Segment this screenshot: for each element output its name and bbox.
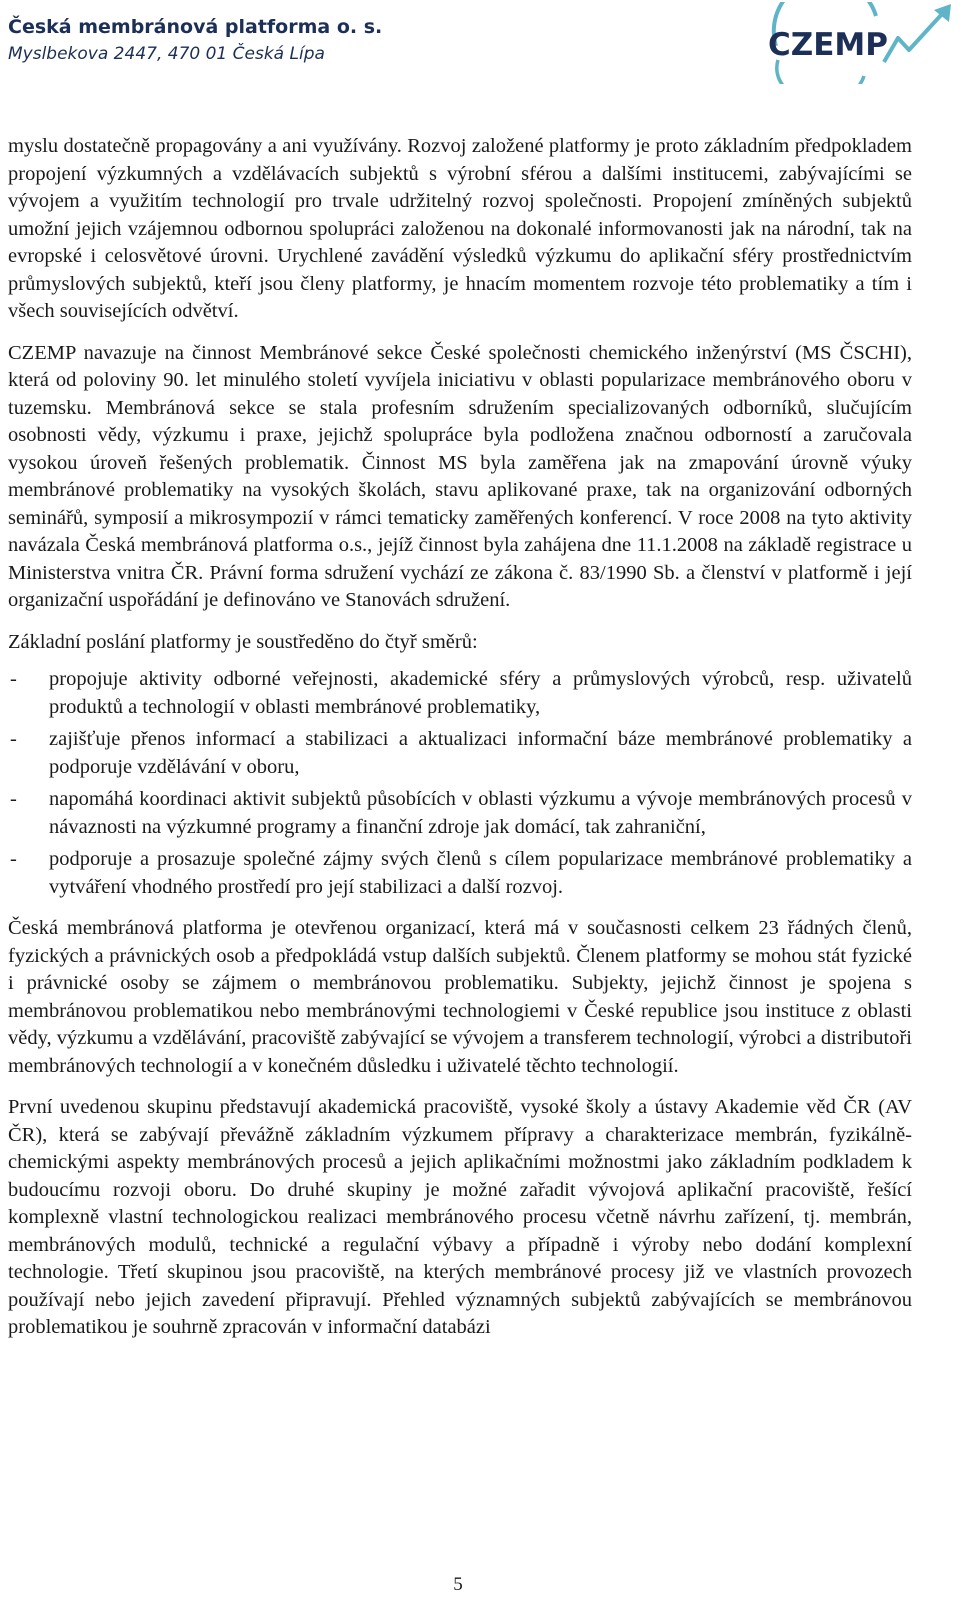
list-dash: - — [10, 728, 17, 750]
list-item — [8, 846, 912, 901]
list-item — [8, 666, 912, 721]
list-item-text: propojuje aktivity odborné veřejnosti, akademické sféry a průmyslových výrobců, resp. uživatelů produktů a technologií v oblasti membránové problematiky, — [49, 668, 912, 718]
list-dash: - — [10, 848, 17, 870]
list-item-text: podporuje a prosazuje společné zájmy svých členů s cílem popularizace membránové problematiky a vytváření vhodného prostředí pro její stabilizaci a další rozvoj. — [49, 848, 912, 898]
list-item-text: zajišťuje přenos informací a stabilizaci a aktualizaci informační báze membránové problematiky a podporuje vzdělávání v oboru, — [49, 728, 912, 778]
list-dash: - — [10, 788, 17, 810]
page-number: 5 — [453, 1574, 463, 1595]
organization-address: Myslbekova 2447, 470 01 Česká Lípa — [8, 44, 325, 64]
rising-arrow-icon — [884, 4, 951, 62]
mission-list — [8, 666, 912, 901]
paragraph-membership: Česká membránová platforma je otevřenou organizací, která má v současnosti celkem 23 řádných členů, fyzických a právnických osob a předpokládá vstup dalších subjektů. Členem platformy se mohou stát fyzické i právnické osoby se zájmem o membránovou problematiku. Subjekty, jejichž činnost je spojena s membránovou problematikou nebo membránovými technologiemi v České republice jsou instituce z oblasti vědy, výzkumu a vzdělávání, pracoviště zabývající se vývojem a transferem technologií, výrobci a distributoři membránových technologií a v konečném důsledku i uživatelé těchto technologií. — [8, 917, 912, 1077]
logo-text: CZEMP — [768, 27, 888, 63]
list-item — [8, 786, 912, 841]
paragraph-mission-intro: Základní poslání platformy je soustředěno do čtyř směrů: — [8, 630, 478, 653]
list-item — [8, 726, 912, 781]
organization-name: Česká membránová platforma o. s. — [8, 16, 383, 38]
document-body — [8, 133, 912, 1356]
list-item-text: napomáhá koordinaci aktivit subjektů působících v oblasti výzkumu a vývoje membránových procesů v návaznosti na výzkumné programy a finanční zdroje jak domácí, tak zahraniční, — [49, 788, 912, 838]
list-dash: - — [10, 668, 17, 690]
logo-arc-bottom — [777, 60, 864, 84]
paragraph-platform-development: myslu dostatečně propagovány a ani využívány. Rozvoj založené platformy je proto základním předpokladem propojení výzkumných a vzdělávacích subjektů s výrobní sférou a dalšími institucemi, zabývajícími se vývojem a využitím technologií pro trvale udržitelný rozvoj společnosti. Propojení zmíněných subjektů umožní jejich vzájemnou odbornou spolupráci založenou na dokonalé informovanosti jak na národní, tak na evropské i celosvětové úrovni. Urychlené zavádění výsledků výzkumu do aplikační sféry prostřednictvím průmyslových subjektů, kteří jsou členy platformy, je hnacím momentem rozvoje této problematiky a tím i všech souvisejících odvětví. — [8, 135, 912, 322]
paragraph-czemp-history: CZEMP navazuje na činnost Membránové sekce České společnosti chemického inženýrství (MS ČSCHI), která od poloviny 90. let minulého století vyvíjela iniciativu v oblasti popularizace membránového oboru v tuzemsku. Membránová sekce se stala profesním sdružením specializovaných odborníků, slučujícím osobnosti vědy, výzkumu i praxe, jejichž spolupráce byla podložena značnou odborností a zaručovala vysokou úroveň řešených problematik. Činnost MS byla zaměřena jak na zmapování úrovně výuky membránové problematiky na vysokých školách, stavu aplikované praxe, tak na organizování odborných seminářů, symposií a mikrosympozií v rámci tematicky zaměřených konferencí. V roce 2008 na tyto aktivity navázala Česká membránová platforma o.s., jejíž činnost byla zahájena dne 11.1.2008 na základě registrace u Ministerstva vnitra ČR. Právní forma sdružení vychází ze zákona č. 83/1990 Sb. a členství v platformě i její organizační uspořádání je definováno ve Stanovách sdružení. — [8, 341, 912, 611]
paragraph-groups: První uvedenou skupinu představují akademická pracoviště, vysoké školy a ústavy Akademie věd ČR (AV ČR), která se zabývají převážně základním výzkumem přípravy a charakterizace membrán, fyzikálně-chemickými aspekty membránových procesů a jejich aplikačními možnostmi jako základním podkladem k budoucímu rozvoji oboru. Do druhé skupiny je možné zařadit vývojová aplikační pracoviště, řešící komplexně vlastní technologickou realizaci membránového procesu včetně návrhu zařízení, tj. membrán, membránových modulů, technické a regulační výbavy a případně i výroby nebo dodání komplexní technologie. Třetí skupinou jsou pracoviště, na kterých membránové procesy již ve vlastních provozech používají nebo jejich zavedení připravují. Přehled významných subjektů zabývajících se membránovou problematikou je souhrně zpracován v informační databázi — [8, 1096, 912, 1338]
page-header — [0, 0, 960, 90]
czemp-logo — [768, 2, 954, 84]
